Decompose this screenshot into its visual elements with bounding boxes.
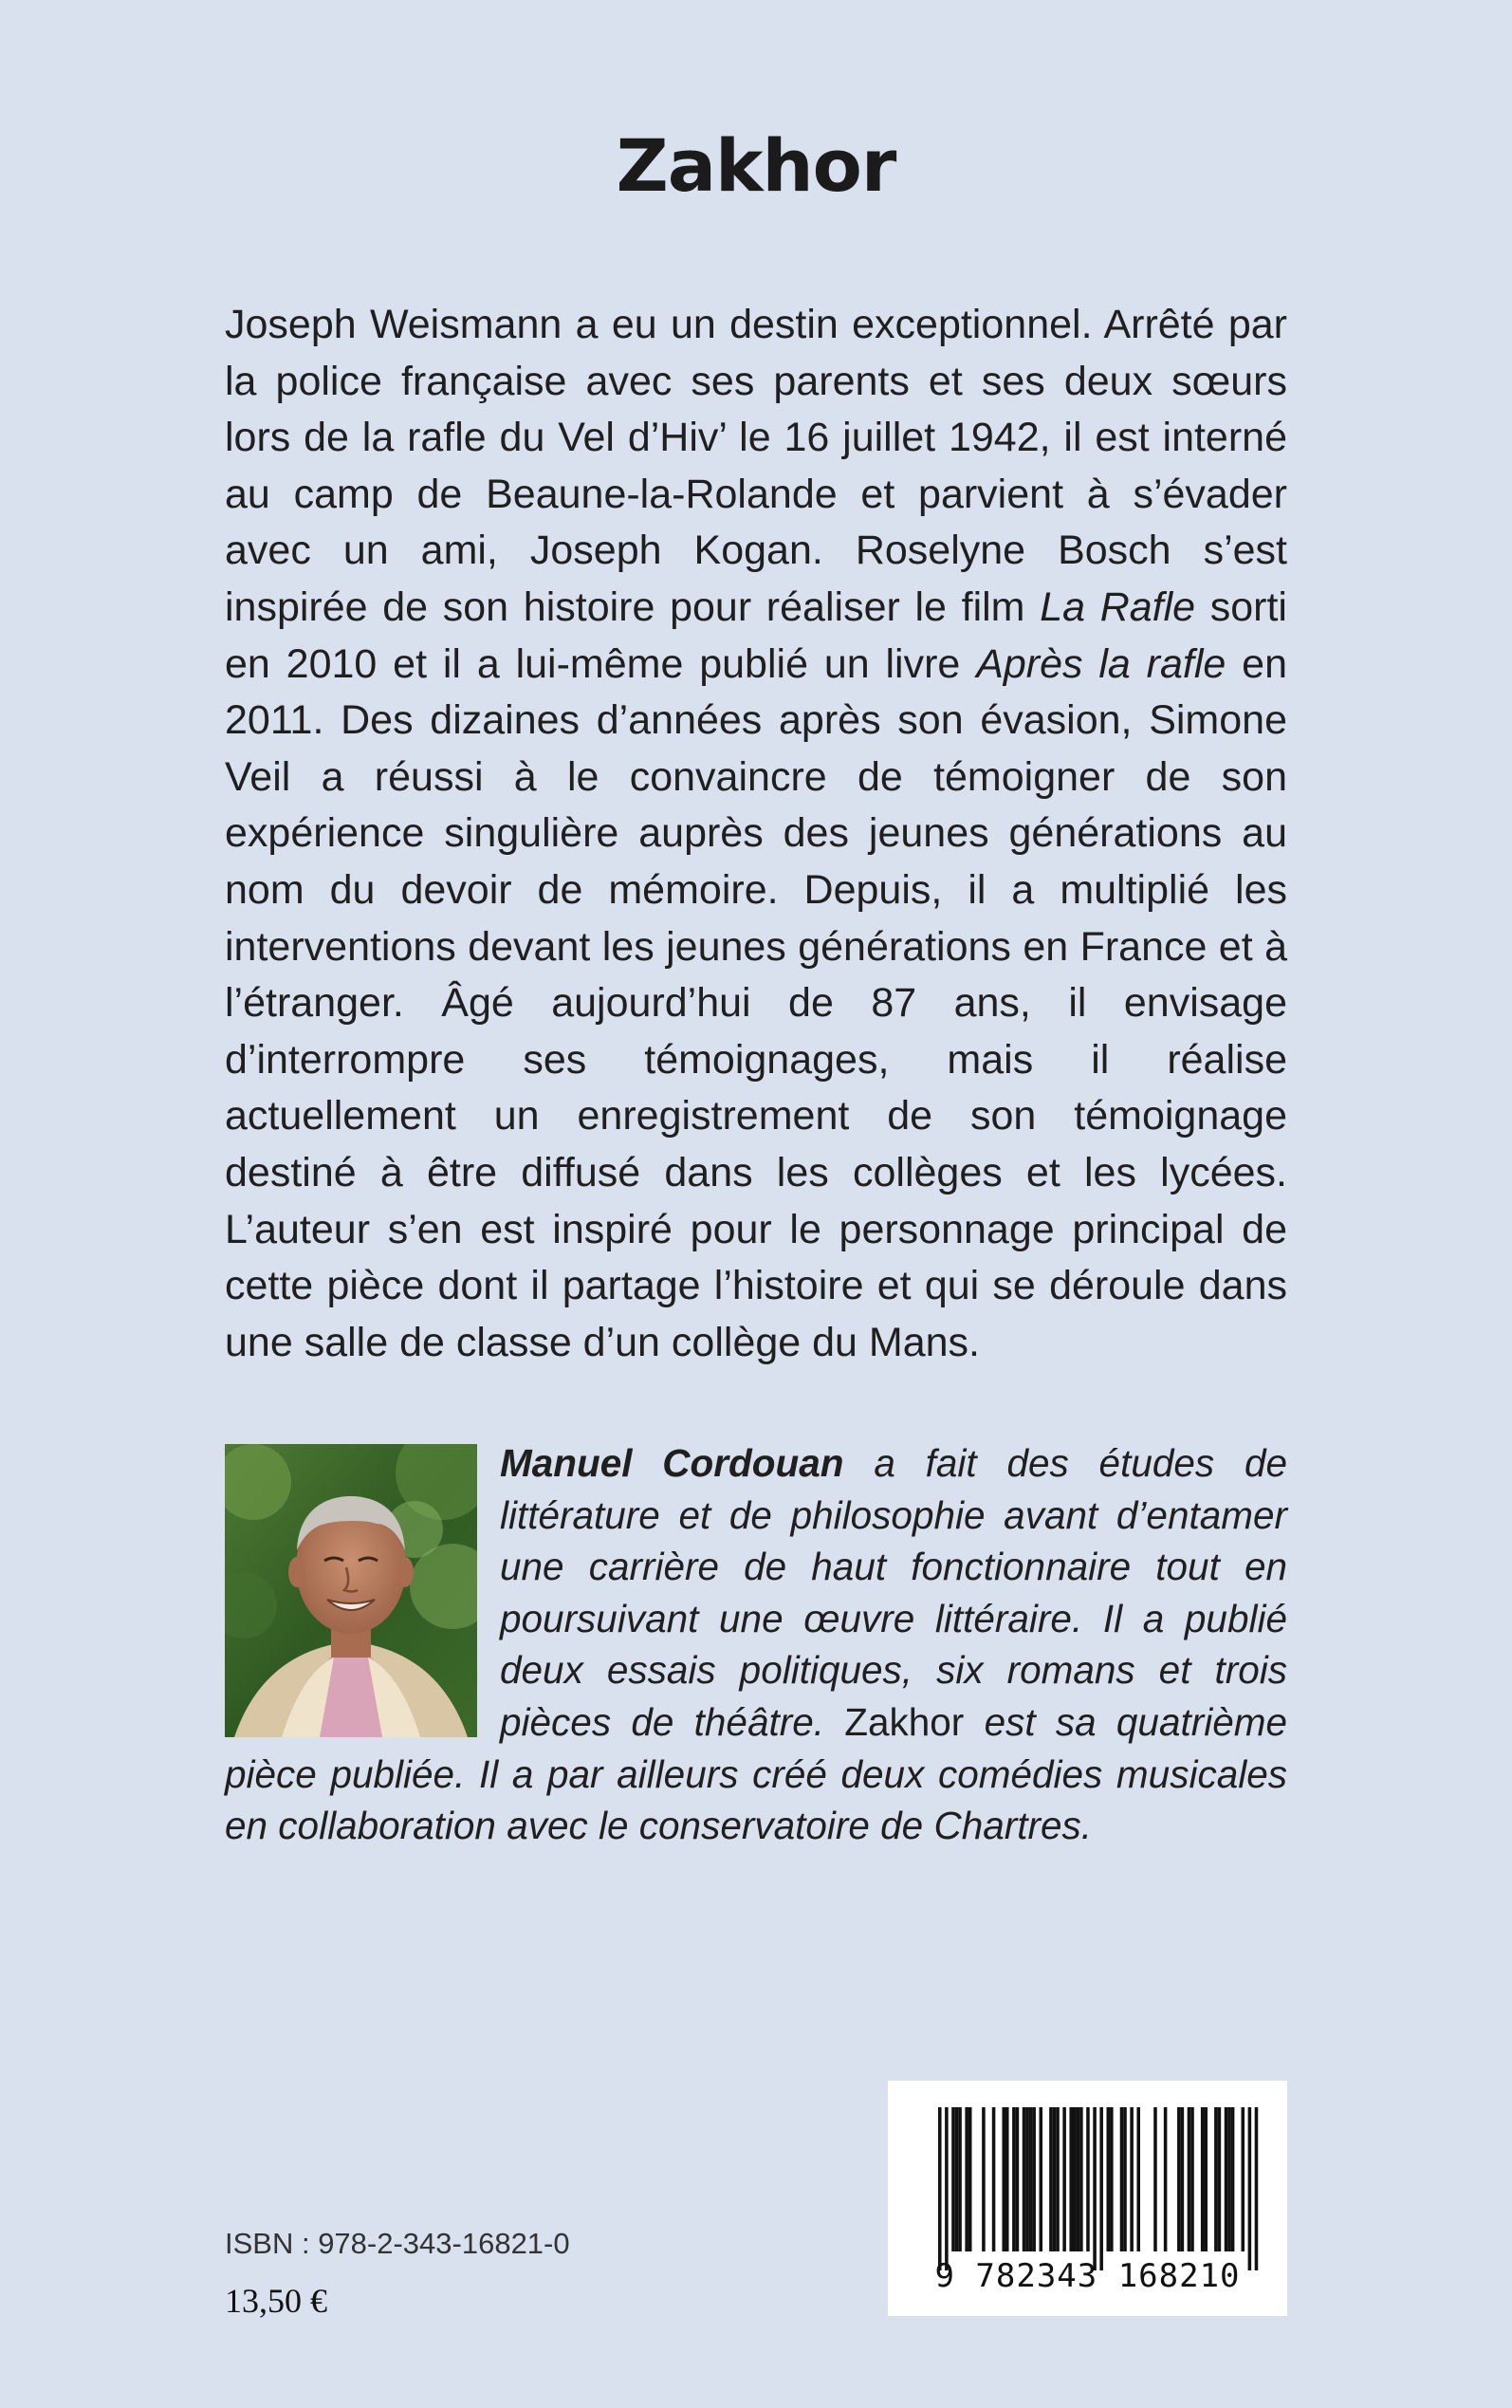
barcode-bar (982, 2107, 986, 2251)
barcode-bar (1005, 2107, 1009, 2251)
author-name: Manuel Cordouan (500, 1441, 844, 1485)
barcode-bar (1231, 2107, 1235, 2251)
barcode-bar (1012, 2107, 1016, 2251)
barcode-bar (1062, 2107, 1066, 2251)
barcode-bar (1093, 2107, 1097, 2270)
barcode-bar (1016, 2107, 1020, 2251)
barcode-bar (1086, 2107, 1090, 2251)
barcode-bar (955, 2107, 959, 2251)
barcode-bar (1218, 2107, 1222, 2251)
barcode-bar (1242, 2107, 1245, 2251)
summary-text: Joseph Weismann a eu un destin exceptionnel. Arrêté par la police française avec ses parents et ses deux sœurs lors de la rafle du Vel d’Hiv’ le 16 juillet 1942, il est interné au camp de Beaune-la-Rolande et parvient à s’évader avec un ami, Joseph Kogan. Roselyne Bosch s’est inspirée de son histoire pour réaliser le film (225, 302, 1287, 630)
barcode-bar (1099, 2107, 1103, 2270)
author-bio-text: a fait des études de littérature et de philosophie avant d’entamer une carrière de haut fonctionnaire tout en poursuivant une œuvre littéraire. Il a publié deux essais politiques, six romans et trois pièces de théâtre. (500, 1441, 1287, 1744)
barcode-bar (1107, 2107, 1111, 2251)
barcode-bar (1130, 2107, 1134, 2251)
barcode-bar (945, 2107, 949, 2270)
barcode-bar (965, 2107, 968, 2251)
barcode-bar (938, 2107, 942, 2270)
summary-text-2: sorti en 2010 et il a lui-même publié un livre (225, 583, 1287, 687)
barcode-bar (1248, 2107, 1252, 2270)
barcode-bar (992, 2107, 996, 2251)
barcode-bar (1181, 2107, 1185, 2251)
book-summary (225, 297, 1287, 1371)
barcode-bar (1049, 2107, 1053, 2251)
barcode-bar (1204, 2107, 1208, 2251)
barcode-bar (1032, 2107, 1036, 2251)
barcode-bar (951, 2107, 955, 2251)
author-bio-text-2: est sa quatrième pièce publiée. Il a par ailleurs créé deux comédies musicales en collaboration avec le conservatoire de Chartres. (225, 1699, 1287, 1848)
barcode-bar (1079, 2107, 1083, 2251)
barcode-bar (1177, 2107, 1181, 2251)
barcode-bar (1214, 2107, 1218, 2251)
barcode-bar (1040, 2107, 1043, 2251)
summary-text-3: en 2011. Des dizaines d’années après son évasion, Simone Veil a réussi à le convaincre de témoigner de son expérience singulière auprès des jeunes générations au nom du devoir de mémoire. Depuis, il a multiplié les interventions devant les jeunes générations en France et à l’étranger. Âgé aujourd’hui de 87 ans, il envisage d’interrompre ses témoignages, mais il réalise actuellement un enregistrement de son témoignage destiné à être diffusé dans les collèges et les lycées. L’auteur s’en est inspiré pour le personnage principal de cette pièce dont il partage l’histoire et qui se déroule dans une salle de classe d’un collège du Mans. (225, 640, 1287, 1365)
barcode-bar (1164, 2107, 1168, 2251)
author-bio (225, 1437, 1287, 1852)
barcode-bar (1123, 2107, 1127, 2251)
barcode-bar (1225, 2107, 1228, 2251)
barcode-bar (1053, 2107, 1057, 2251)
barcode-bar (1023, 2107, 1026, 2251)
barcode-bar (968, 2107, 972, 2251)
barcode-digits: 9 782343 168210 (934, 2257, 1241, 2295)
price-label: 13,50 € (225, 2282, 327, 2320)
barcode-bar (1029, 2107, 1033, 2251)
barcode-bar (1073, 2107, 1077, 2251)
barcode-bar (1110, 2107, 1114, 2251)
barcode-bar (1056, 2107, 1060, 2251)
barcode-bar (1025, 2107, 1029, 2251)
film-title: La Rafle (1040, 583, 1196, 630)
barcode-bar (1002, 2107, 1005, 2251)
barcode-bar (1227, 2107, 1231, 2251)
barcode-bar (1201, 2107, 1205, 2251)
book-title: Zakhor (616, 123, 896, 208)
barcode-bar (1188, 2107, 1191, 2251)
barcode-bar (1255, 2107, 1259, 2270)
barcode-bar (1190, 2107, 1194, 2251)
isbn-label: ISBN : 978-2-343-16821-0 (225, 2227, 570, 2260)
barcode-bar (1069, 2107, 1073, 2251)
barcode (888, 2081, 1287, 2316)
barcode-bar (1120, 2107, 1124, 2251)
book-reference-title: Après la rafle (976, 640, 1226, 687)
barcode-bar (1136, 2107, 1140, 2251)
barcode-bar (958, 2107, 962, 2251)
barcode-bar (1077, 2107, 1080, 2251)
barcode-bar (1153, 2107, 1157, 2251)
author-bio-play-title: Zakhor (844, 1699, 965, 1744)
